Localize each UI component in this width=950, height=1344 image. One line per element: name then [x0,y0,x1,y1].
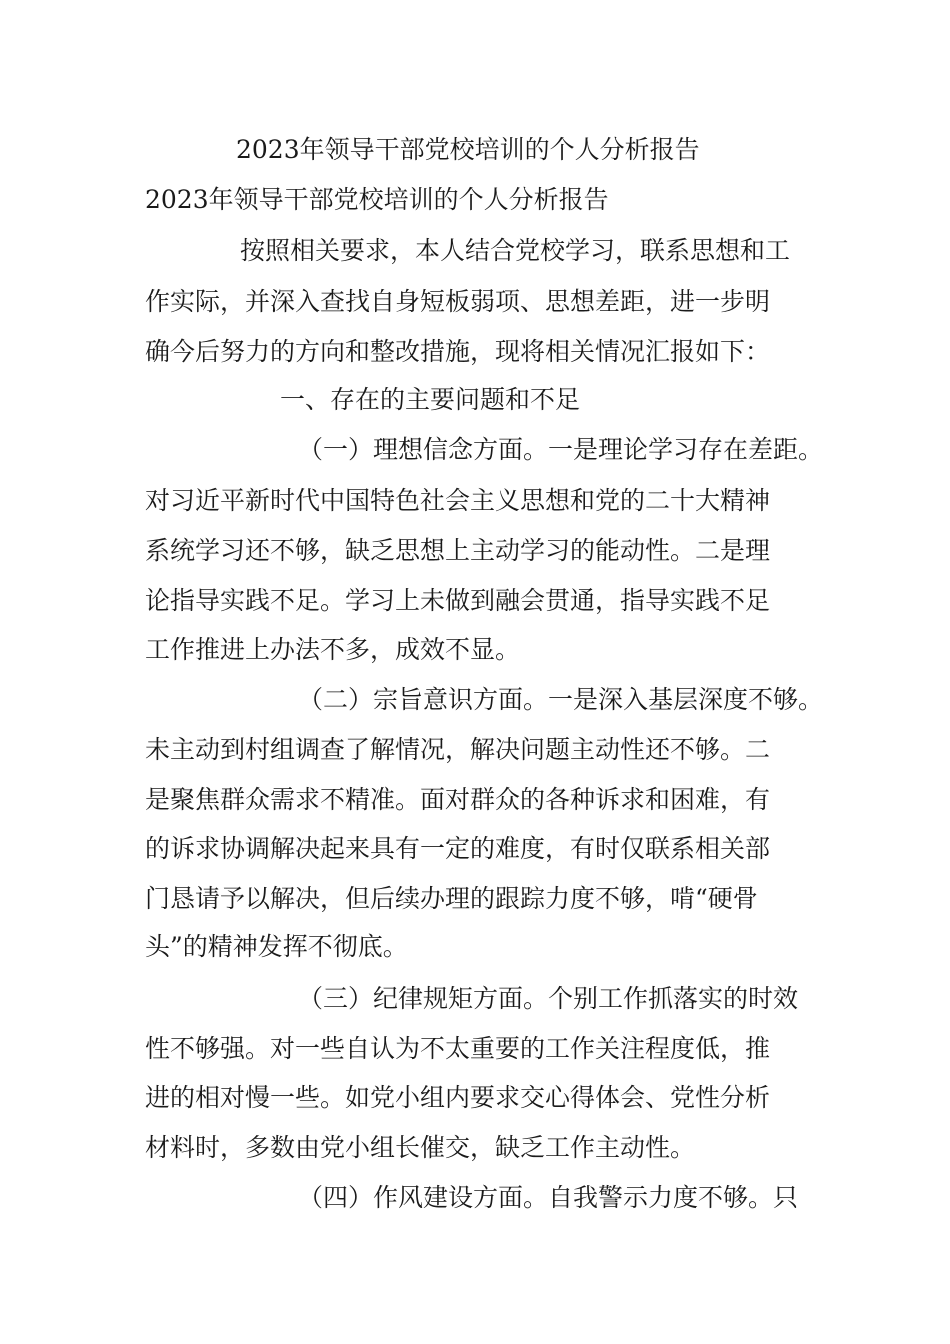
paragraph-line: 对习近平新时代中国特色社会主义思想和党的二十大精神 [145,486,771,515]
paragraph-line: 门恳请予以解决，但后续办理的跟踪力度不够，啃“硬骨 [145,884,758,913]
paragraph-line: 头”的精神发挥不彻底。 [145,932,408,961]
paragraph-line: 确今后努力的方向和整改措施，现将相关情况汇报如下： [145,337,771,366]
paragraph-line: 未主动到村组调查了解情况，解决问题主动性还不够。二 [145,735,771,764]
paragraph-line: 作实际，并深入查找自身短板弱项、思想差距，进一步明 [145,287,771,316]
paragraph-line: 工作推进上办法不多，成效不显。 [145,635,521,664]
document-title: 2023年领导干部党校培训的个人分析报告 [236,135,700,164]
paragraph-line: 系统学习还不够，缺乏思想上主动学习的能动性。二是理 [145,536,771,565]
paragraph-line: （四）作风建设方面。自我警示力度不够。只 [298,1183,799,1212]
paragraph-line: 的诉求协调解决起来具有一定的难度，有时仅联系相关部 [145,834,771,863]
section-heading: 一、存在的主要问题和不足 [280,385,581,414]
document-subtitle: 2023年领导干部党校培训的个人分析报告 [145,185,609,214]
paragraph-line: 论指导实践不足。学习上未做到融会贯通，指导实践不足 [145,586,771,615]
paragraph-line: 是聚焦群众需求不精准。面对群众的各种诉求和困难，有 [145,785,771,814]
paragraph-line: （三）纪律规矩方面。个别工作抓落实的时效 [298,984,799,1013]
paragraph-line: 性不够强。对一些自认为不太重要的工作关注程度低，推 [145,1034,771,1063]
paragraph-line: 按照相关要求，本人结合党校学习，联系思想和工 [240,236,791,265]
paragraph-line: 材料时，多数由党小组长催交，缺乏工作主动性。 [145,1133,696,1162]
paragraph-line: 进的相对慢一些。如党小组内要求交心得体会、党性分析 [145,1083,771,1112]
paragraph-line: （一）理想信念方面。一是理论学习存在差距。 [298,435,824,464]
paragraph-line: （二）宗旨意识方面。一是深入基层深度不够。 [298,685,824,714]
